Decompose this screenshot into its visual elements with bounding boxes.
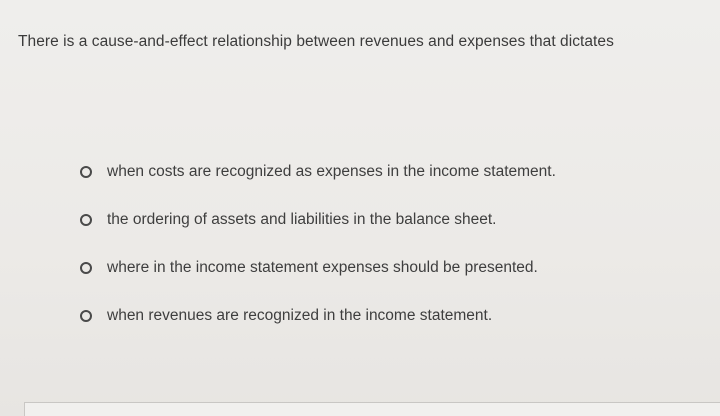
option-4[interactable] (80, 292, 700, 340)
question-text: There is a cause-and-effect relationship between revenues and expenses that dictates (18, 33, 614, 50)
radio-button-icon[interactable] (80, 214, 92, 226)
option-3-label: where in the income statement expenses should be presented. (107, 259, 538, 276)
option-1-label: when costs are recognized as expenses in the income statement. (107, 163, 556, 180)
option-1[interactable] (80, 148, 700, 196)
radio-button-icon[interactable] (80, 166, 92, 178)
option-3[interactable] (80, 244, 700, 292)
radio-button-icon[interactable] (80, 262, 92, 274)
answer-options (80, 148, 700, 340)
option-2-label: the ordering of assets and liabilities in the balance sheet. (107, 211, 497, 228)
bottom-panel (24, 402, 720, 416)
radio-button-icon[interactable] (80, 310, 92, 322)
option-4-label: when revenues are recognized in the income statement. (107, 307, 493, 324)
option-2[interactable] (80, 196, 700, 244)
